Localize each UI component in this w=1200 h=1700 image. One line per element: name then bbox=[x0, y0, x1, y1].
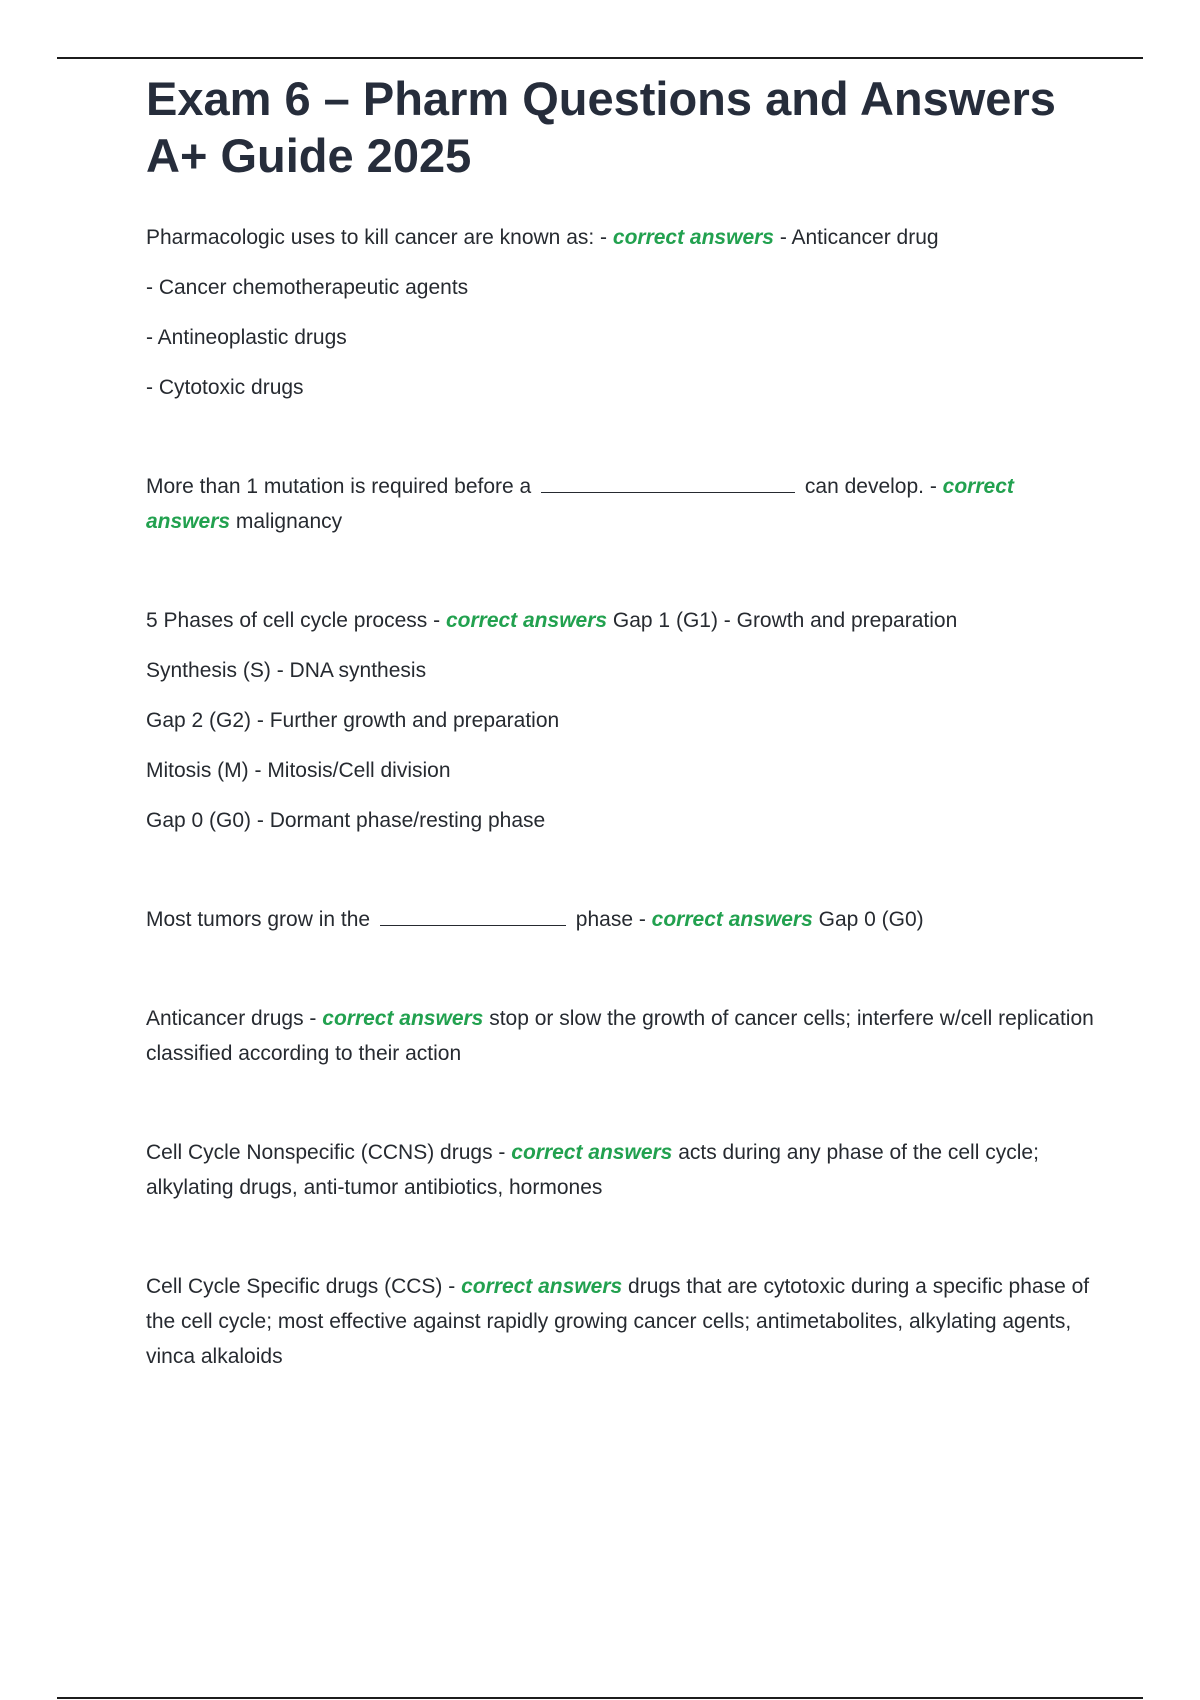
answer-line: Mitosis (M) - Mitosis/Cell division bbox=[146, 759, 451, 782]
question-text: More than 1 mutation is required before a bbox=[146, 475, 532, 498]
qa-item-1 bbox=[146, 220, 1096, 405]
answer-line: - Antineoplastic drugs bbox=[146, 326, 347, 349]
correct-answers-marker: correct answers bbox=[445, 609, 608, 632]
answer-text: - Anticancer drug bbox=[779, 226, 939, 249]
answer-line: Gap 2 (G2) - Further growth and preparation bbox=[146, 709, 560, 732]
qa-item-3 bbox=[146, 603, 1096, 838]
document-body bbox=[146, 70, 1096, 1389]
answer-text: Gap 0 (G0) bbox=[818, 908, 924, 931]
answer-line: - Cytotoxic drugs bbox=[146, 376, 304, 399]
qa-item-1-first-line bbox=[146, 220, 1096, 255]
answer-text: Gap 1 (G1) - Growth and preparation bbox=[612, 609, 958, 632]
question-text: Pharmacologic uses to kill cancer are known as: - bbox=[146, 226, 608, 249]
qa-item-7 bbox=[146, 1269, 1096, 1374]
qa-item-5 bbox=[146, 1001, 1096, 1071]
question-text: Anticancer drugs - bbox=[146, 1007, 317, 1030]
answer-line: - Cancer chemotherapeutic agents bbox=[146, 276, 469, 299]
answer-text: stop or slow the growth of cancer cells; interfere w/cell replication classified according to their action bbox=[146, 1007, 1094, 1065]
qa-item-2 bbox=[146, 469, 1096, 539]
question-text: Cell Cycle Nonspecific (CCNS) drugs - bbox=[146, 1141, 506, 1164]
qa-list bbox=[146, 220, 1096, 1374]
question-text: Cell Cycle Specific drugs (CCS) - bbox=[146, 1275, 456, 1298]
question-text: Most tumors grow in the bbox=[146, 908, 371, 931]
answer-text: drugs that are cytotoxic during a specific phase of the cell cycle; most effective against rapidly growing cancer cells; antimetabolites, alkylating agents, vinca alkaloids bbox=[146, 1275, 1090, 1368]
top-rule bbox=[57, 57, 1143, 59]
answer-line: Synthesis (S) - DNA synthesis bbox=[146, 659, 427, 682]
question-text-continued: can develop. - bbox=[804, 475, 937, 498]
fill-in-blank bbox=[541, 473, 795, 493]
correct-answers-marker: correct answers bbox=[461, 1275, 623, 1298]
qa-item-6 bbox=[146, 1135, 1096, 1205]
answer-text: malignancy bbox=[235, 510, 343, 533]
answer-text: acts during any phase of the cell cycle; alkylating drugs, anti-tumor antibiotics, hormones bbox=[146, 1141, 1039, 1199]
correct-answers-marker: correct answers bbox=[651, 908, 813, 931]
answer-line: Gap 0 (G0) - Dormant phase/resting phase bbox=[146, 809, 546, 832]
correct-answers-marker: correct answers bbox=[146, 475, 1014, 533]
page-title: Exam 6 – Pharm Questions and Answers A+ Guide 2025 bbox=[146, 72, 1056, 182]
question-text-continued: phase - bbox=[575, 908, 646, 931]
question-text: 5 Phases of cell cycle process - bbox=[146, 609, 441, 632]
qa-item-4 bbox=[146, 902, 1096, 937]
fill-in-blank bbox=[380, 906, 566, 926]
correct-answers-marker: correct answers bbox=[612, 226, 774, 249]
bottom-rule bbox=[57, 1697, 1143, 1699]
correct-answers-marker: correct answers bbox=[511, 1141, 673, 1164]
correct-answers-marker: correct answers bbox=[322, 1007, 484, 1030]
